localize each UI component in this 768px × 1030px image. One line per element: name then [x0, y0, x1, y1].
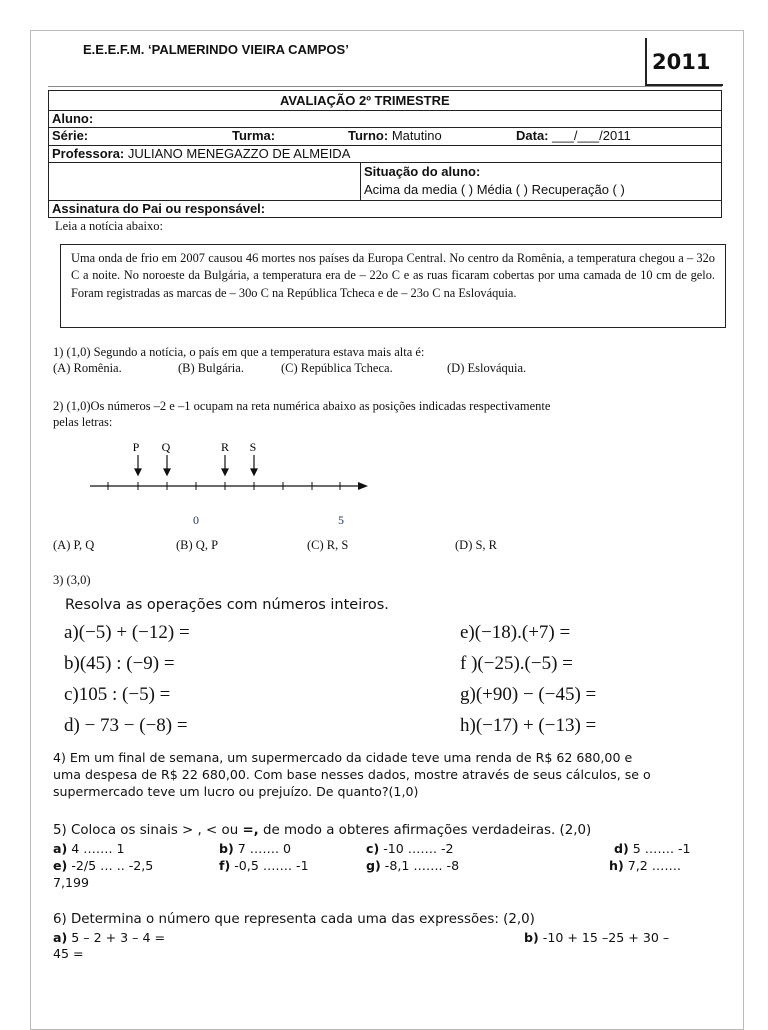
label-p: P	[132, 440, 140, 454]
q3-expr-c: c)105 : (−5) =	[64, 684, 171, 705]
q5-item-g: g) -8,1 ……. -8	[366, 858, 460, 873]
page-border	[30, 30, 744, 1030]
q3-expr-e: e)(−18).(+7) =	[460, 622, 571, 643]
q2-question-line2: pelas letras:	[53, 415, 113, 429]
q3-expr-d: d) − 73 − (−8) =	[64, 715, 188, 736]
number-line-diagram	[80, 438, 380, 530]
q2-option-a: (A) P, Q	[53, 538, 95, 552]
q2-option-d: (D) S, R	[455, 538, 498, 552]
q3-expr-h: h)(−17) + (−13) =	[460, 715, 597, 736]
year: 2011	[652, 50, 711, 74]
turno-value: Matutino	[391, 128, 442, 143]
q6-question: 6) Determina o número que representa cada uma das expressões: (2,0)	[53, 912, 535, 927]
q1-question: 1) (1,0) Segundo a notícia, o país em que a temperatura estava mais alta é:	[53, 345, 425, 359]
news-box	[60, 244, 726, 328]
q5-item-d: d) 5 ……. -1	[614, 841, 691, 856]
q6-item-b: b) -10 + 15 –25 + 30 –	[524, 930, 670, 945]
q1-option-c: (C) República Tcheca.	[281, 361, 393, 375]
label-s: S	[249, 440, 257, 454]
q6-item-a: a) 5 – 2 + 3 – 4 =	[53, 930, 166, 945]
q5-item-f: f) -0,5 ……. -1	[219, 858, 309, 873]
situacao-label: Situação do aluno:	[364, 164, 481, 179]
data-label: Data:	[516, 128, 549, 143]
q3-expr-b: b)(45) : (−9) =	[64, 653, 175, 674]
q2-question-line1: 2) (1,0)Os números –2 e –1 ocupam na reta numérica abaixo as posições indicadas respectivamente	[53, 399, 551, 413]
aluno-label: Aluno:	[52, 111, 94, 126]
q5-item-a: a) 4 ……. 1	[53, 841, 125, 856]
q5-item-h-wrap: 7,199	[53, 875, 90, 890]
q3-expr-f: f )(−25).(−5) =	[460, 653, 573, 674]
label-q: Q	[161, 440, 171, 454]
professora-field	[52, 146, 350, 161]
data-field	[516, 128, 631, 143]
q3-expr-a: a)(−5) + (−12) =	[64, 622, 190, 643]
turno-label: Turno:	[348, 128, 389, 143]
q5-item-e: e) -2/5 … .. -2,5	[53, 858, 154, 873]
q1-option-b: (B) Bulgária.	[178, 361, 244, 375]
q5-question-post: de modo a obteres afirmações verdadeiras. (2,0)	[258, 823, 592, 838]
q3-instruction: Resolva as operações com números inteiros.	[65, 597, 389, 613]
news-text: Uma onda de frio em 2007 causou 46 mortes nos países da Europa Central. No centro da Romênia, a temperatura chegou a – 32o C a noite. No noroeste da Bulgária, a temperatura era de – 22o C e as ruas ficaram cobertas por uma camada de 10 cm de gelo. Foram registradas as marcas de – 30o C na República Tcheca e de – 23o C na Eslováquia.	[71, 251, 715, 300]
q1-option-d: (D) Eslováquia.	[447, 361, 527, 375]
q3-expr-g: g)(+90) − (−45) =	[460, 684, 597, 705]
q4-line1: 4) Em um final de semana, um supermercado da cidade teve uma renda de R$ 62 680,00 e	[53, 750, 633, 765]
header-divider	[48, 86, 722, 87]
q5-question-pre: 5) Coloca os sinais > , < ou	[53, 823, 243, 838]
q5-item-c: c) -10 ……. -2	[366, 841, 454, 856]
turma-label: Turma:	[232, 128, 276, 143]
q1-option-a: (A) Romênia.	[53, 361, 122, 375]
q5-item-b: b) 7 ……. 0	[219, 841, 292, 856]
serie-label: Série:	[52, 128, 89, 143]
situacao-options: Acima da media ( ) Média ( ) Recuperação ( )	[364, 182, 625, 197]
q4-line2: uma despesa de R$ 22 680,00. Com base nesses dados, mostre através de seus cálculos, se o	[53, 767, 651, 782]
number-line-arrowhead	[358, 482, 368, 490]
q5-question	[53, 823, 591, 838]
assinatura-label: Assinatura do Pai ou responsável:	[52, 201, 266, 216]
turno-field	[348, 128, 442, 143]
q6-item-b-wrap: 45 =	[53, 946, 84, 961]
professora-label: Professora:	[52, 146, 125, 161]
tick-label-five: 5	[338, 513, 344, 527]
label-r: R	[220, 440, 230, 454]
q2-option-c: (C) R, S	[307, 538, 349, 552]
tick-label-zero: 0	[193, 513, 199, 527]
q3-number: 3) (3,0)	[53, 573, 91, 587]
exam-title: AVALIAÇÃO 2º TRIMESTRE	[280, 93, 450, 108]
q4-line3: supermercado teve um lucro ou prejuízo. De quanto?(1,0)	[53, 784, 419, 799]
q5-item-h: h) 7,2 …….	[609, 858, 681, 873]
professora-value: JULIANO MENEGAZZO DE ALMEIDA	[127, 146, 351, 161]
intro-text: Leia a notícia abaixo:	[55, 219, 163, 233]
q5-question-bold: =,	[242, 823, 259, 838]
data-value: ___/___/2011	[552, 128, 631, 143]
school-name: E.E.E.F.M. ‘PALMERINDO VIEIRA CAMPOS’	[83, 42, 349, 57]
q2-option-b: (B) Q, P	[176, 538, 219, 552]
